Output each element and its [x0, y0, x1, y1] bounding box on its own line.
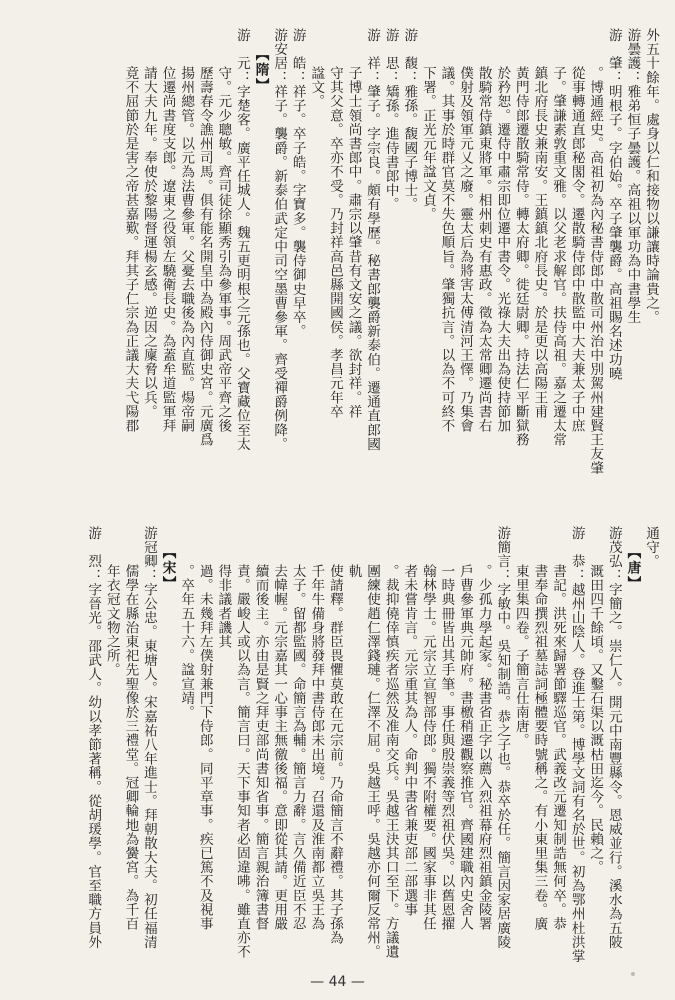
entry-line: 游冠卿：字公忠。東塘人。宋嘉祐八年進士。拜朝散大夫。初任福清 — [140, 526, 157, 949]
dynasty-heading: 【宋】 — [159, 545, 176, 592]
entry-line: 游茂弘：字簡之。崇仁人。開元中南豐縣令。恩威並行。溪水為五陂 — [605, 526, 622, 949]
text-line: 守。元少聰敏。齊司徒徐顯秀引為參軍事。周武帝平齊之後 — [215, 66, 232, 433]
text-line: 書記。洪死來歸署節驛巡官。武義改元遷知制誥無何卒。恭 — [550, 564, 567, 931]
text-line: 散騎常侍鎮東將軍。相州刺史有惠政。徵為太常卿遷尚書右 — [475, 66, 492, 433]
entry-line: 游 烈：字晉光。邵武人。幼以孝節著稱。從胡瑗學。官至職方員外 — [85, 526, 102, 949]
text-line: 過。未幾拜左僕射兼門下侍郎。同平章事。疾已篤不及視事 — [196, 564, 213, 931]
text-line: 千年牛備身將發拜中書侍郎未出境。召還及淮南都立吳王為 — [308, 564, 325, 931]
text-line: 翰林學士。元宗立宣智部侍郎。獨不附權要。國家事非其任 — [419, 564, 436, 931]
text-line: 者未嘗肯言。元宗重其為人。命判中書省兼吏部二部選事 — [401, 564, 418, 917]
entry-line: 游 馥：雅孫。馥國子博士。 — [401, 28, 418, 212]
entry-line: 游 祥：肇子。字宗良。頗有學歷。秘書郎襲爵新泰伯。遷通直郎國 — [364, 28, 381, 451]
text-line: 竟不屈節於是害之帝甚嘉歎。拜其子仁宗為正議大夫弋陽郡 — [122, 66, 139, 433]
text-line: 僕射及領軍元乂之廢。靈太后為將害太傅清河王懌。乃集會 — [457, 66, 474, 433]
text-line: 位遷尚書度支郎。遼東之役領左驍衛長史。為蓋牟道監軍拜 — [159, 66, 176, 433]
text-line: 使請釋。群臣畏懼莫敢在元宗前。乃命簡言不辭禮。其子孫為 — [326, 564, 343, 945]
text-line: 下署。正光元年諡文貞。 — [419, 66, 436, 222]
lower-vertical-text — [14, 526, 660, 966]
text-line: 議。其事於時群官莫不失色順旨。肇獨抗言。以為不可終不 — [438, 66, 455, 433]
entry-line: 游簡言：字敏中。吳知制誥。恭之子也。恭卒於任。簡言因家居廣陵 — [494, 526, 511, 949]
text-line: 。卒年五十六。諡宣靖。 — [178, 564, 195, 720]
text-line: 歷壽春令譙州司馬。俱有能名開皇中為殿內侍御史宮。元廣爲 — [196, 66, 213, 447]
text-line: 從事轉通直郎秘閣令。遷散騎侍郎中散監中大夫兼太子中庶 — [568, 66, 585, 433]
upper-text-block — [14, 28, 660, 502]
text-line: 溉田四千餘頃。又鑿石渠以溉枯田迄今。民賴之。 — [587, 564, 604, 875]
entry-line: 通守。 — [643, 526, 659, 569]
text-line: 東里集四卷。子簡言仕南唐。 — [512, 564, 529, 748]
text-line: 責。嚴峻人或以為言。簡言曰。天下事知者必固違咈。雖直亦不得非議者譏其 — [215, 564, 250, 959]
dynasty-heading: 【隋】 — [252, 47, 269, 94]
entry-line: 游 恭：越州山陰人。登進士第。博學文詞有名於世。初為鄂州杜洪掌 — [568, 526, 585, 964]
text-line: 書奉命撰烈祖墓誌詞極體要時號稱之。有小東里集三卷。廣 — [531, 564, 548, 931]
text-line: 太子。留都監國。命簡言為輔。簡言力辭。言久備近臣不忍 — [289, 564, 306, 931]
text-line: 鎮北府長史兼南安。王鎮鎮北府長史。於是更以高陽王甫 — [531, 66, 548, 419]
page-number: — 44 — — [310, 974, 365, 990]
entry-line: 游 元：字楚客。廣平任城人。魏五更明根之元孫也。父寶藏位至太 — [233, 28, 250, 451]
text-line: 戶曹參軍典元帥府。書檄稍遷觀察推官。齊國建職內史舍人 — [457, 564, 474, 931]
text-line: 請大夫九年。奉使於黎陽督運楊玄感。逆因之廩脅以兵。 — [140, 66, 157, 419]
text-line: 守其父意。卒亦不受。乃封祥高邑縣開國侯。孝昌元年卒 — [326, 66, 343, 419]
dynasty-heading: 【唐】 — [624, 545, 641, 592]
text-line: 黃門侍郎遷散騎常侍。轉太府卿。徙廷尉卿。持法仁平斷獄務 — [512, 66, 529, 447]
text-line: 去幃幄。元宗嘉其一心事主無徼後福。意即從其請。更用嚴 — [271, 564, 288, 931]
text-line: 年衣冠文物之所。 — [103, 564, 120, 677]
text-line: 一時典冊皆出其手筆。事任與殷崇義等烈祖伏吳。以舊恩擢 — [438, 564, 455, 931]
lower-text-block — [14, 526, 660, 966]
text-line: 儒學在縣治東祀先聖像於三禮堂。冠卿輪地為黌宮。為千百 — [122, 564, 139, 931]
text-line: 揚州總管。以元為法曹參軍。父憂去職後為內直監。煬帝嗣 — [178, 66, 195, 433]
scan-speck — [631, 972, 635, 976]
upper-vertical-text — [14, 28, 660, 502]
text-line: 。博通經史。高祖初為內秘書侍郎中散司州治中別駕州建賢王友肇 — [587, 66, 604, 475]
text-line: 。裁抑僥倖慎疾者巡然及准南交兵。吳越王決其口至下。方議遺 — [382, 564, 399, 959]
text-line: 續而後主。亦由是賢之拜吏部尚書知省事。簡言親治簿書督 — [252, 564, 269, 931]
text-line: 子博士領尚書郎中。肅宗以肇昔有文安之議。欲封祥。祥 — [345, 66, 362, 419]
text-line: 子。肇謙素敦重文雅。以父老求解官。扶侍高祖。嘉之遷太常 — [550, 66, 567, 447]
entry-line: 游曇護：雅弟恒子曇護。高祖以軍功為中書學生 — [624, 28, 641, 325]
entry-line: 游 皓：祥子。卒子皓。字寶多。襲侍御史早卒。 — [289, 28, 306, 339]
text-line: 於矜恕。遷侍中肅宗即位遷中書令。光祿大夫出為使持節加 — [494, 66, 511, 433]
entry-line: 外五十餘年。處身以仁和接物以謙讓時論貴之。 — [643, 28, 659, 325]
entry-line: 游安居：祥子。襲爵。新泰伯武定中司空墨曹參軍。齊受禪爵例降。 — [271, 28, 288, 451]
entry-line: 游 思：矯孫。進侍書郎中。 — [382, 28, 399, 212]
entry-line: 游 肇：明根子。字伯始。卒子肇襲爵。高祖賜名述功曉 — [605, 28, 622, 381]
text-line: 。少孤力學起家。秘書省正字以薦入烈祖幕府烈祖鎮金陵署 — [475, 564, 492, 931]
text-line: 團練使趙仁澤錢璉。仁澤不屈。吳越王呼。吳越亦何爾反常州。軌 — [345, 564, 381, 959]
text-line: 諡文。 — [308, 66, 325, 109]
